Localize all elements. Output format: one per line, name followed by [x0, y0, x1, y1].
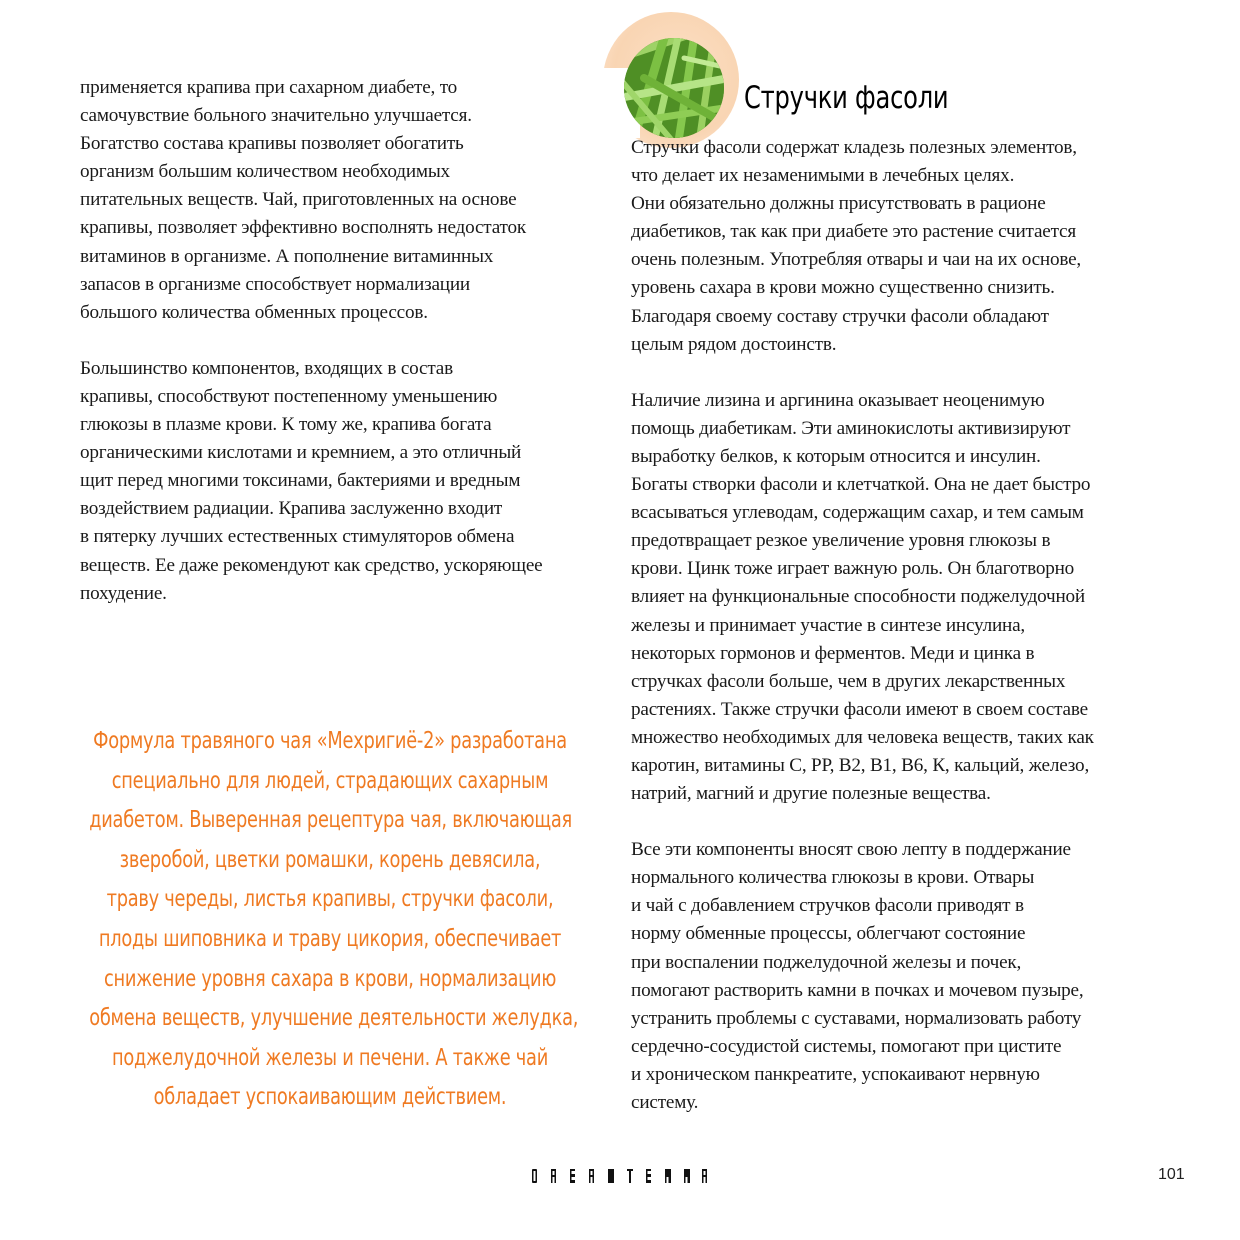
text-line: сердечно-сосудистой системы, помогают при цистите — [631, 1035, 1062, 1057]
text-line: предотвращает резкое увеличение уровня глюкозы в — [631, 530, 1051, 552]
text-line: и чай с добавлением стручков фасоли приводят в — [631, 895, 1024, 917]
text-line: систему. — [631, 1092, 699, 1113]
text-line: всасываться углеводам, содержащим сахар, и тем самым — [631, 502, 1084, 524]
dreamterra-logo — [532, 1166, 708, 1186]
text-line: крапивы, позволяет эффективно восполнять недостаток — [80, 217, 526, 239]
callout-line: Формула травяного чая «Мехригиё-2» разработана — [93, 728, 567, 754]
text-line: и хроническом панкреатите, успокаивают нервную — [631, 1063, 1040, 1085]
text-line: железы и принимает участие в синтезе инсулина, — [631, 614, 1026, 636]
text-line: растениях. Также стручки фасоли имеют в своем составе — [631, 698, 1088, 720]
text-line: Наличие лизина и аргинина оказывает неоценимую — [631, 389, 1045, 411]
callout-line: поджелудочной железы и печени. А также чай — [111, 1044, 549, 1071]
text-line: воздействием радиации. Крапива заслуженно входит — [80, 498, 503, 520]
text-line: большого количества обменных процессов. — [80, 301, 428, 323]
paragraph — [80, 74, 620, 327]
text-line: Стручки фасоли содержат кладезь полезных элементов, — [631, 137, 1077, 158]
text-line: множество необходимых для человека веществ, таких как — [631, 726, 1094, 748]
text-line: применяется крапива при сахарном диабете, то — [80, 77, 458, 98]
text-line: Благодаря своему составу стручки фасоли обладают — [631, 305, 1049, 327]
callout-line: зверобой, цветки ромашки, корень девясила, — [119, 846, 541, 873]
paragraph — [631, 836, 1191, 1117]
text-line: каротин, витамины С, РР, В2, В1, В6, К, кальций, железо, — [631, 754, 1090, 776]
text-line: щит перед многими токсинами, бактериями и вредным — [80, 470, 521, 492]
tea-formula-callout — [50, 722, 610, 1118]
callout-line: траву череды, листья крапивы, стручки фасоли, — [106, 886, 554, 913]
paragraph — [631, 387, 1191, 808]
text-line: организм большим количеством необходимых — [80, 161, 450, 183]
text-line: Они обязательно должны присутствовать в рационе — [631, 193, 1046, 215]
text-line: глюкозы в плазме крови. К тому же, крапива богата — [80, 414, 492, 436]
text-line: уровень сахара в крови можно существенно снизить. — [631, 277, 1055, 299]
text-line: нормального количества глюкозы в крови. Отвары — [631, 867, 1035, 889]
text-line: стручках фасоли больше, чем в других лекарственных — [631, 670, 1066, 692]
text-line: в пятерку лучших естественных стимуляторов обмена — [80, 526, 515, 548]
text-line: диабетиков, так как при диабете это растение считается — [631, 221, 1076, 243]
page-number: 101 — [1158, 1166, 1185, 1183]
text-line: натрий, магний и другие полезные вещества. — [631, 783, 991, 805]
callout-line: диабетом. Выверенная рецептура чая, включающая — [89, 807, 572, 834]
text-line: Богатство состава крапивы позволяет обогатить — [80, 133, 464, 155]
text-line: при воспалении поджелудочной железы и почек, — [631, 951, 1022, 973]
text-line: самочувствие больного значительно улучшается. — [80, 105, 472, 127]
paragraph — [80, 355, 620, 608]
text-line: витаминов в организме. А пополнение витаминных — [80, 245, 494, 267]
text-line: влияет на функциональные способности поджелудочной — [631, 586, 1086, 608]
text-line: питательных веществ. Чай, приготовленных на основе — [80, 189, 517, 211]
section-title: Стручки фасоли — [744, 80, 949, 116]
text-line: устранить проблемы с суставами, нормализовать работу — [631, 1007, 1082, 1029]
text-line: запасов в организме способствует нормализации — [80, 273, 471, 295]
section-header — [600, 8, 1000, 138]
text-line: Богаты створки фасоли и клетчаткой. Она не дает быстро — [631, 474, 1091, 496]
green-beans-photo — [624, 38, 724, 138]
paragraph — [631, 134, 1191, 359]
text-line: крови. Цинк тоже играет важную роль. Он благотворно — [631, 558, 1075, 580]
callout-line: плоды шиповника и траву цикория, обеспечивает — [98, 925, 562, 952]
text-line: органическими кислотами и кремнием, а это отличный — [80, 442, 522, 464]
text-line: крапивы, способствуют постепенному уменьшению — [80, 385, 498, 407]
text-line: целым рядом достоинств. — [631, 333, 837, 355]
right-column — [631, 134, 1191, 1117]
text-line: очень полезным. Употребляя отвары и чаи на их основе, — [631, 249, 1082, 271]
text-line: похудение. — [80, 582, 167, 604]
text-line: норму обменные процессы, облегчают состояние — [631, 923, 1026, 945]
text-line: веществ. Ее даже рекомендуют как средство, ускоряющее — [80, 554, 543, 576]
text-line: Большинство компонентов, входящих в состав — [80, 357, 453, 379]
text-line: помощь диабетикам. Эти аминокислоты активизируют — [631, 417, 1071, 439]
text-line: выработку белков, к которым относится и инсулин. — [631, 445, 1041, 467]
text-line: что делает их незаменимыми в лечебных целях. — [631, 165, 1015, 187]
callout-line: обмена веществ, улучшение деятельности желудка, — [89, 1005, 579, 1032]
text-line: помогают растворить камни в почках и мочевом пузыре, — [631, 979, 1084, 1001]
callout-line: обладает успокаивающим действием. — [153, 1084, 507, 1111]
left-column — [80, 74, 620, 608]
callout-line: снижение уровня сахара в крови, нормализацию — [103, 965, 557, 992]
text-line: Все эти компоненты вносят свою лепту в поддержание — [631, 839, 1071, 861]
callout-line: специально для людей, страдающих сахарным — [111, 767, 549, 794]
text-line: некоторых гормонов и ферментов. Меди и цинка в — [631, 642, 1035, 664]
